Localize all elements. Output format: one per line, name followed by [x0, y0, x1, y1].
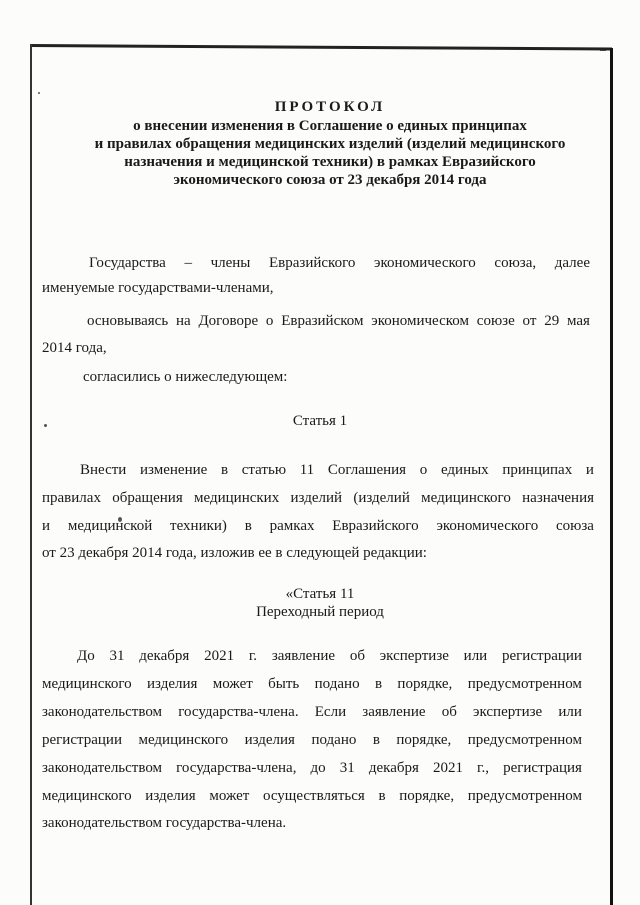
word: регистрации: [42, 732, 122, 748]
word: Евразийского: [269, 255, 356, 271]
word: законодательством: [42, 704, 163, 720]
word: медицинского: [42, 676, 132, 692]
word: г.: [248, 648, 258, 664]
word: экспертизе: [379, 648, 449, 664]
word: экономическом: [371, 313, 469, 329]
document-subtitle-line: о внесении изменения в Соглашение о единых принципах: [133, 118, 527, 134]
word: медицинского: [42, 788, 132, 804]
word: о: [265, 313, 274, 329]
word: предусмотренном: [467, 732, 582, 748]
word: г.,: [477, 760, 490, 776]
preamble-paragraph-1-line-1: [89, 254, 590, 272]
article-11-line: [42, 703, 582, 721]
word: обращения: [112, 490, 183, 506]
document-title: ПРОТОКОЛ: [274, 99, 386, 115]
word: принципах: [502, 462, 573, 478]
page-border-left: [30, 44, 32, 905]
word: союза: [556, 518, 594, 534]
page-border-right: [610, 48, 613, 905]
word: статью: [241, 462, 287, 478]
word: декабря: [139, 648, 190, 664]
word: –: [184, 255, 192, 271]
word: основываясь: [87, 313, 169, 329]
word: предусмотренном: [467, 788, 582, 804]
word: Внести: [80, 462, 127, 478]
word: экономического: [436, 518, 539, 534]
word: от: [522, 313, 537, 329]
word: об: [441, 704, 457, 720]
word: Евразийском: [281, 313, 364, 329]
word: и: [585, 462, 594, 478]
article-11-line: [42, 731, 582, 749]
word: заявление: [271, 648, 336, 664]
page-border-top: [30, 44, 612, 51]
word: рамках: [269, 518, 315, 534]
word: изделий: [290, 490, 343, 506]
word: 11: [299, 462, 315, 478]
word: подано: [311, 732, 357, 748]
word: декабря: [368, 760, 419, 776]
article-11-line: [77, 647, 582, 665]
word: порядке,: [399, 788, 455, 804]
word: порядке,: [396, 732, 452, 748]
word: регистрации: [501, 648, 582, 664]
word: союза,: [494, 255, 537, 271]
word: техники): [170, 518, 227, 534]
word: Евразийского: [332, 518, 419, 534]
word: союзе: [476, 313, 515, 329]
word: или: [558, 704, 582, 720]
word: медицинских: [194, 490, 280, 506]
word: и: [42, 518, 51, 534]
word: государства-члена.: [178, 704, 299, 720]
word: До: [77, 648, 95, 664]
article-11-subheading: Переходный период: [256, 604, 384, 620]
word: 31: [109, 648, 125, 664]
preamble-paragraph-2-line-1: [87, 312, 590, 330]
word: регистрация: [503, 760, 582, 776]
word: экспертизе: [473, 704, 543, 720]
word: о: [419, 462, 428, 478]
article-11-line: [42, 759, 582, 777]
word: изделия: [244, 732, 295, 748]
word: Договоре: [198, 313, 259, 329]
scan-speck: [38, 92, 40, 94]
article-1-heading: Статья 1: [292, 413, 348, 429]
word: медицинского: [138, 732, 229, 748]
word: изменение: [140, 462, 208, 478]
word: 2021: [432, 760, 463, 776]
word: или: [463, 648, 488, 664]
article-11-heading: «Статья 11: [285, 586, 355, 602]
word: назначения: [522, 490, 594, 506]
document-subtitle-line: и правилах обращения медицинских изделий (изделий медицинского: [94, 136, 566, 152]
word: 2021: [204, 648, 235, 664]
article-11-line: [42, 675, 582, 693]
word: в: [378, 788, 386, 804]
word: единых: [440, 462, 489, 478]
word: (изделий: [353, 490, 410, 506]
word: экономического: [374, 255, 476, 271]
preamble-paragraph-2-line-2: 2014 года,: [42, 340, 107, 356]
article-1-line: [80, 461, 594, 479]
document-title-block: [60, 98, 600, 189]
word: медицинского: [421, 490, 511, 506]
word: законодательством: [42, 760, 163, 776]
word: заявление: [362, 704, 426, 720]
word: подано: [314, 676, 360, 692]
word: медицинской: [67, 518, 153, 534]
article-11-line: [42, 787, 582, 805]
word: мая: [566, 313, 590, 329]
document-subtitle-line: экономического союза от 23 декабря 2014 года: [173, 172, 487, 188]
word: Соглашения: [327, 462, 407, 478]
word: 31: [339, 760, 355, 776]
word: государства-члена,: [176, 760, 297, 776]
word: на: [175, 313, 191, 329]
article-11-last-line: законодательством государства-члена.: [42, 815, 287, 831]
word: члены: [210, 255, 251, 271]
word: в: [372, 732, 380, 748]
word: быть: [268, 676, 300, 692]
preamble-paragraph-1-line-2: именуемые государствами-членами,: [42, 280, 274, 296]
article-1-last-line: от 23 декабря 2014 года, изложив ее в следующей редакции:: [42, 545, 427, 561]
word: изделия: [145, 788, 196, 804]
preamble-paragraph-3: согласились о нижеследующем:: [83, 369, 288, 385]
word: может: [212, 676, 253, 692]
word: порядке,: [397, 676, 453, 692]
word: Если: [314, 704, 347, 720]
word: предусмотренном: [467, 676, 582, 692]
word: в: [220, 462, 229, 478]
word: в: [244, 518, 252, 534]
word: правилах: [42, 490, 101, 506]
word: Государства: [89, 255, 166, 271]
word: осуществляться: [262, 788, 365, 804]
word: изделия: [147, 676, 198, 692]
word: может: [209, 788, 250, 804]
document-subtitle-line: назначения и медицинской техники) в рамках Евразийского: [124, 154, 536, 170]
word: об: [349, 648, 365, 664]
word: 29: [544, 313, 560, 329]
scan-mark: [600, 50, 606, 51]
article-1-line: [42, 489, 594, 507]
article-1-line: [42, 517, 594, 535]
word: до: [310, 760, 326, 776]
word: далее: [554, 255, 590, 271]
word: в: [374, 676, 383, 692]
